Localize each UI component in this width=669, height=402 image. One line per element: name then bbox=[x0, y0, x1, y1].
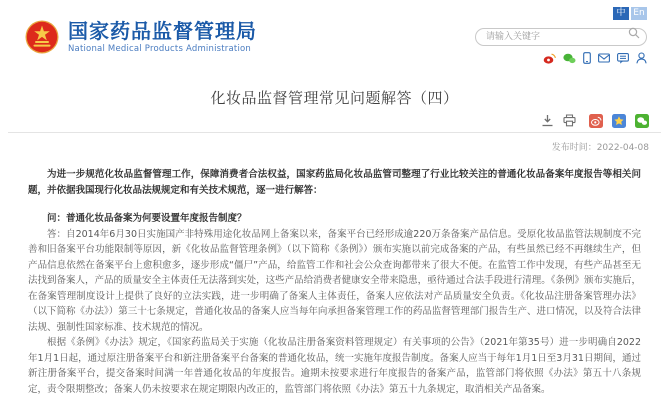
publish-date: 发布时间：2022-04-08 bbox=[551, 143, 649, 153]
article-toolbar bbox=[20, 113, 649, 128]
answer-paragraph: 答：自2014年6月30日实施国产非特殊用途化妆品网上备案以来，备案平台已经形成逾220万条备案产品信息。受原化妆品监管法规制度不完善和旧备案平台功能限制等原因，新《化妆品监督管理条例》（以下简称《条例》）颁布实施以前完成备案的产品，有些虽然已经不再继续生产，但产品信息依然在备案平台上愈积愈多，逐步形成“僵尸”产品，给监管工作和社会公众查询都带来了很大不便。在监管工作中发现，有些产品甚至无法找到备案人，产品的质量安全主体责任无法落到实处，这些产品给消费者健康安全带来隐患，亟待通过合法手段进行清理。《条例》颁布实施后，在备案管理制度设计上提供了良好的立法实践，进一步明确了备案人主体责任，备案人应依法对产品质量安全负责。《化妆品注册备案管理办法》（以下简称《办法》）第三十七条规定，普通化妆品的备案人应当每年向承担备案管理工作的药品监督管理部门报告生产、进口情况，以及符合法律法规、强制性国家标准、技术规范的情况。 bbox=[28, 228, 641, 333]
wechat-icon[interactable] bbox=[563, 53, 576, 64]
page-title: 化妆品监督管理常见问题解答（四） bbox=[210, 89, 459, 107]
header-right bbox=[475, 7, 647, 62]
lang-cn-button[interactable]: 中 bbox=[613, 7, 629, 20]
share-wechat-icon[interactable] bbox=[635, 114, 649, 128]
social-icon-row bbox=[543, 52, 647, 64]
site-logo[interactable] bbox=[25, 11, 257, 62]
lang-en-button[interactable]: En bbox=[631, 7, 647, 20]
language-toggle bbox=[613, 7, 647, 20]
feedback-icon[interactable] bbox=[617, 53, 629, 64]
org-name-en: National Medical Products Administration bbox=[68, 43, 251, 54]
mail-icon[interactable] bbox=[598, 53, 610, 63]
share-weibo-icon[interactable] bbox=[589, 114, 603, 128]
national-emblem-logo bbox=[25, 20, 59, 54]
intro-paragraph: 为进一步规范化妆品监督管理工作，保障消费者合法权益，国家药监局化妆品监管司整理了行业比较关注的普通化妆品备案年度报告等相关问题，并依据我国现行化妆品法规规定和有关技术规范，逐一进行解答： bbox=[28, 169, 641, 196]
download-icon[interactable] bbox=[541, 114, 554, 127]
mobile-icon[interactable] bbox=[583, 52, 591, 64]
article bbox=[0, 87, 669, 397]
print-icon[interactable] bbox=[563, 114, 576, 127]
title-divider bbox=[8, 132, 661, 133]
favorite-star-icon[interactable] bbox=[612, 114, 626, 128]
search-input[interactable] bbox=[475, 28, 647, 46]
article-body bbox=[20, 167, 649, 397]
question-paragraph: 问：普通化妆品备案为何要设置年度报告制度？ bbox=[47, 213, 247, 224]
search-box bbox=[475, 24, 647, 46]
search-icon[interactable] bbox=[628, 27, 640, 39]
site-header bbox=[0, 0, 669, 62]
org-name-cn: 国家药品监督管理局 bbox=[68, 18, 257, 43]
brand-text bbox=[68, 20, 257, 54]
weibo-icon[interactable] bbox=[543, 53, 556, 64]
user-icon[interactable] bbox=[636, 52, 647, 64]
followup-paragraph: 根据《条例》《办法》规定，《国家药监局关于实施（化妆品注册备案资料管理规定）有关事项的公告》（2021年第35号）进一步明确自2022年1月1日起，通过原注册备案平台和新注册备案平台备案的普通化妆品，统一实施年度报告制度。备案人应当于每年1月1日至3月31日期间，通过新注册备案平台，提交备案时间满一年普通化妆品的年度报告。逾期未按要求进行年度报告的备案产品，监管部门将依照《办法》第五十八条规定，责令限期整改；备案人仍未按要求在规定期限内改正的，监管部门将依照《办法》第五十九条规定，取消相关产品备案。 bbox=[28, 337, 641, 395]
